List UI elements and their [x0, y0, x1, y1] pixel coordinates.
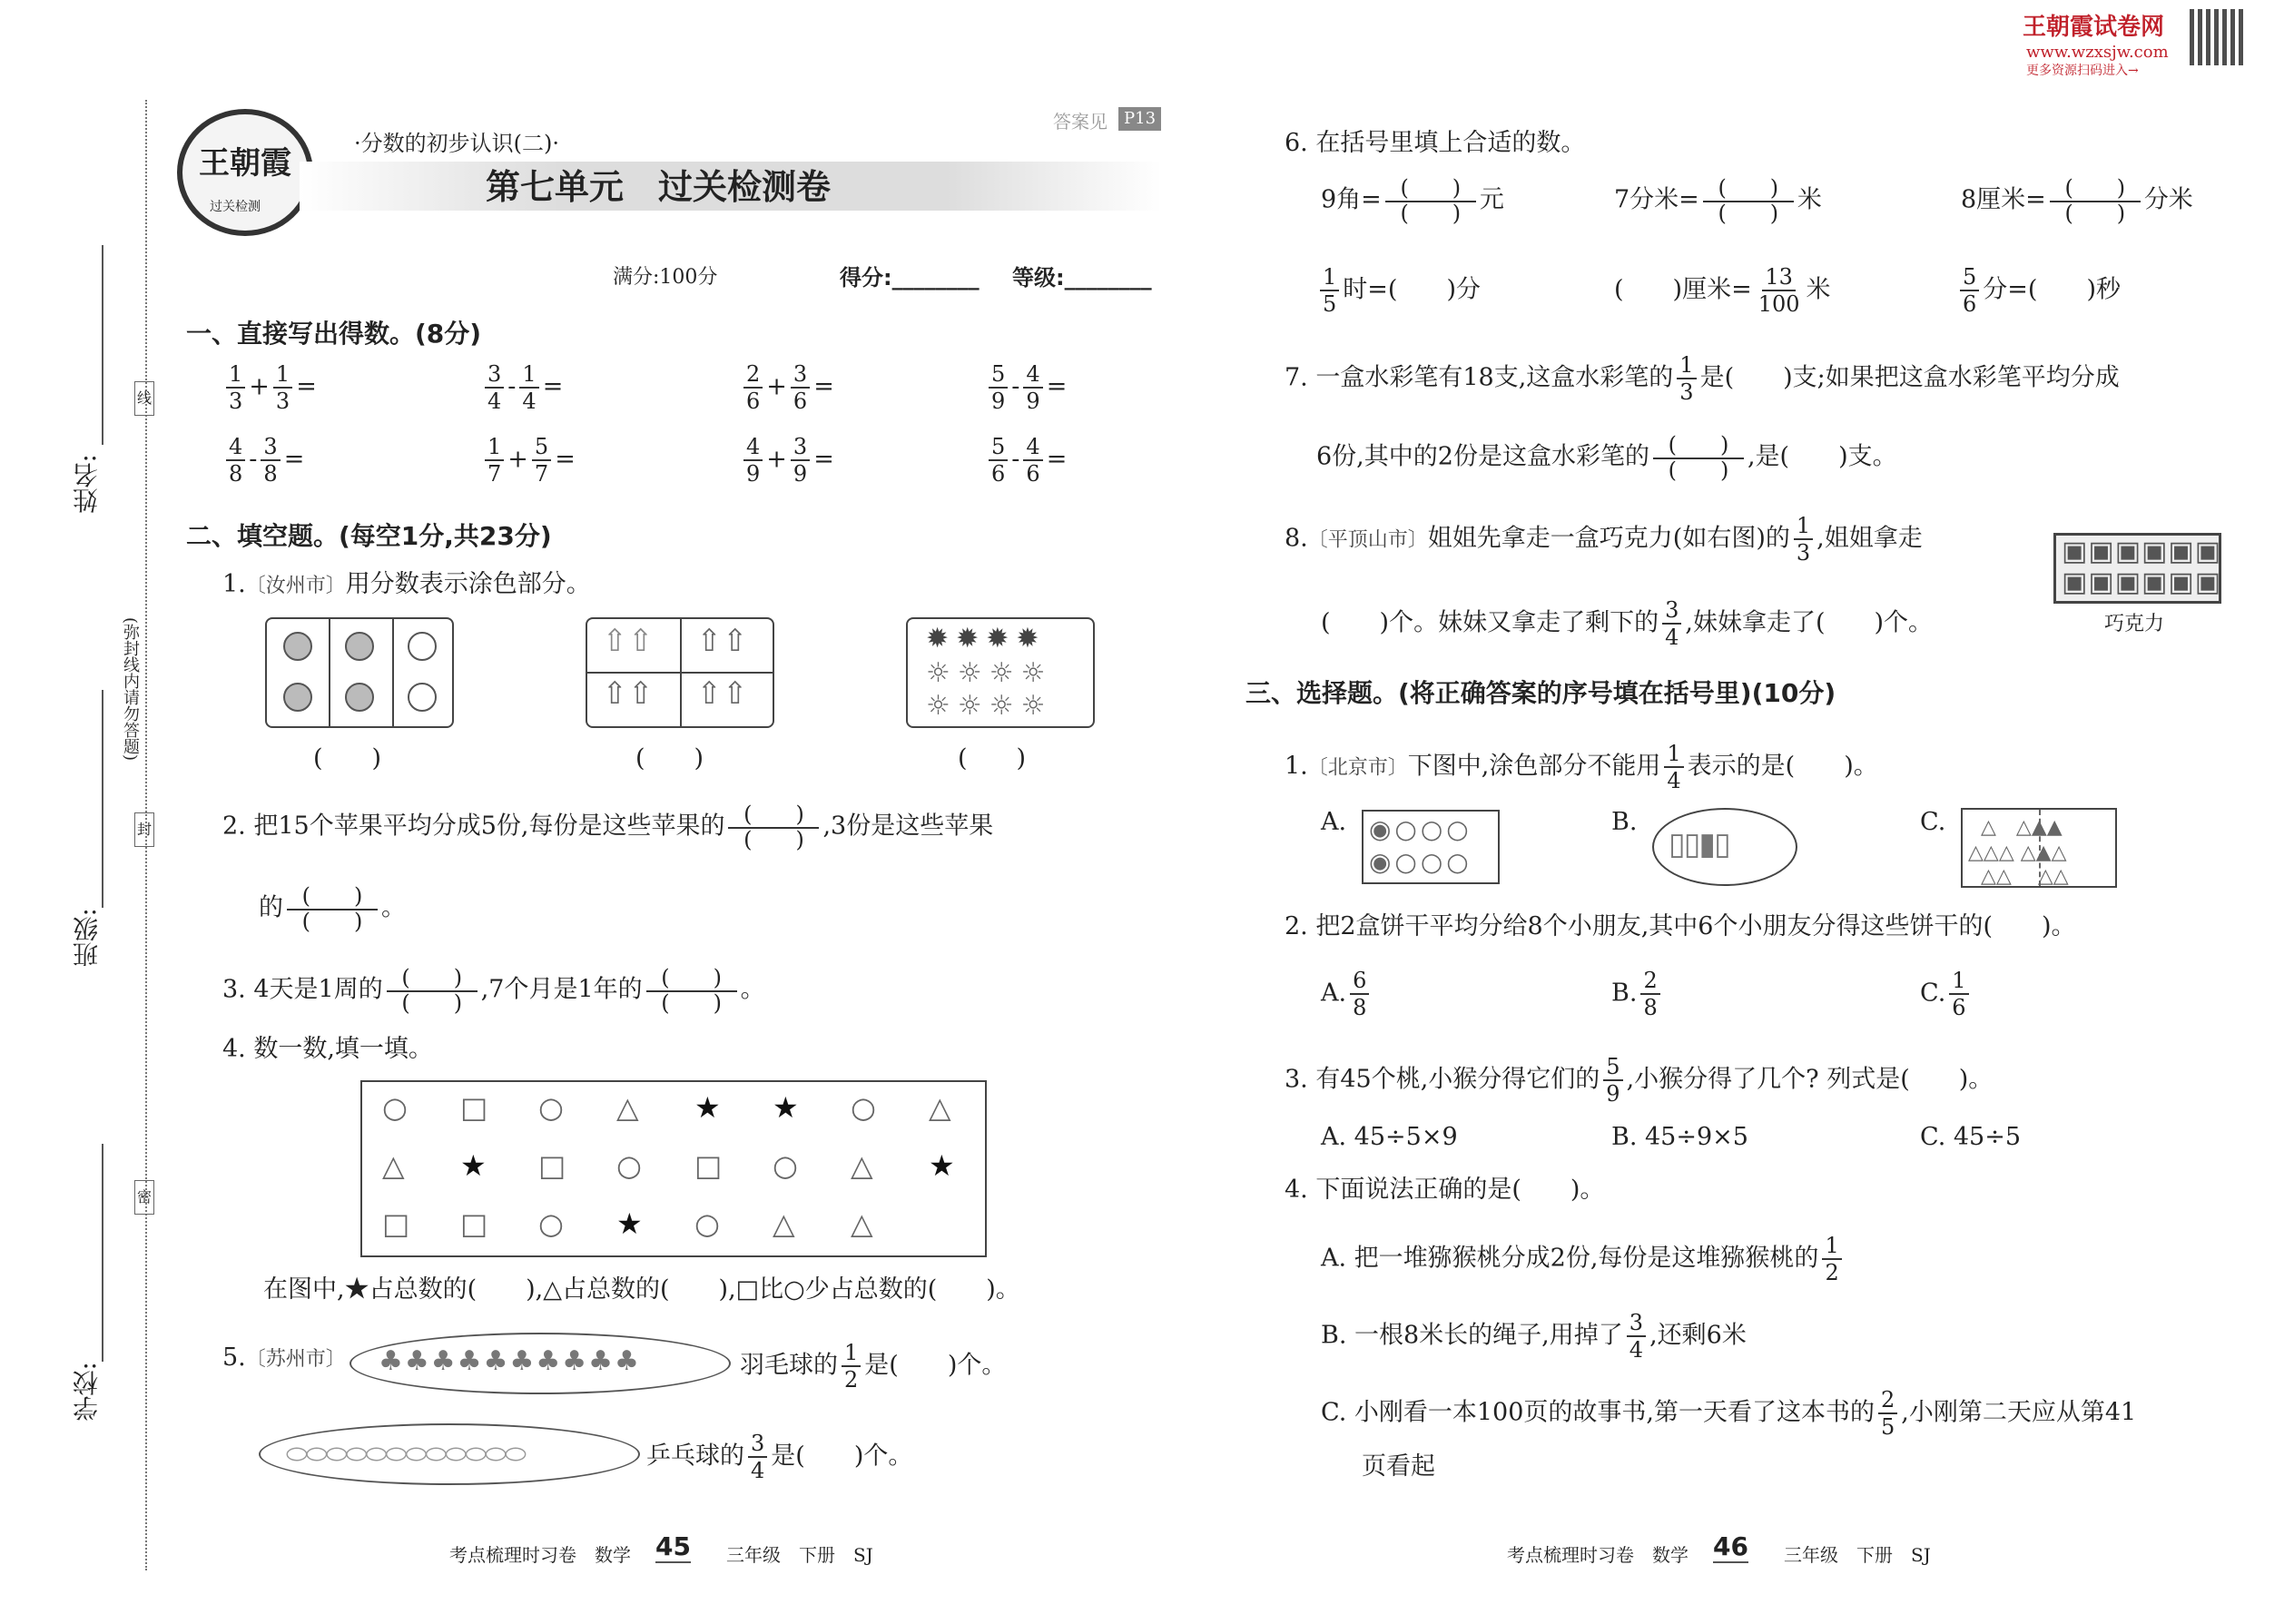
brand-name: 王朝霞试卷网 [2023, 14, 2165, 41]
shape-cell: ○ [851, 1090, 876, 1125]
shape-cell: ○ [382, 1090, 408, 1125]
q2-5-label: 5.〔苏州市〕 [222, 1343, 346, 1372]
q7-line-2[interactable]: 6份,其中的2份是这盒水彩笔的 ( ) ( ) ,是( )支。 [1316, 432, 1897, 483]
q6-title: 6. 在括号里填上合适的数。 [1285, 129, 1586, 157]
calc-item[interactable]: $\frac{5}{9}$ - $\frac{4}{9}$ = [985, 363, 1067, 412]
shape-cell: □ [538, 1148, 566, 1183]
seal-mark-2: 封 [134, 812, 154, 847]
shape-cell: ★ [929, 1148, 955, 1183]
brand-note: 更多资源扫码进入→ [2026, 64, 2139, 78]
calc-item[interactable]: $\frac{5}{6}$ - $\frac{4}{6}$ = [985, 436, 1067, 485]
q8-line-1[interactable]: 8.〔平顶山市〕姐姐先拿走一盒巧克力(如右图)的 $\frac{1}{3}$ ,姐姐拿走 [1285, 513, 1923, 566]
shuttlecock-ellipse: ♣♣♣♣♣♣♣♣♣♣ [350, 1333, 731, 1394]
shape-cell: △ [616, 1090, 639, 1125]
page-title: 第七单元 过关检测卷 [486, 167, 832, 207]
q2-2-text: 2. 把15个苹果平均分成5份,每份是这些苹果的 ( ) ( ) ,3份是这些苹果 [222, 802, 994, 852]
subtitle: ·分数的初步认识(二)· [354, 131, 559, 156]
full-score: 满分:100分 [613, 266, 718, 289]
calc-item[interactable]: $\frac{1}{7}$ + $\frac{5}{7}$ = [481, 436, 576, 485]
shape-cell: ○ [773, 1148, 798, 1183]
footer-right-text: 考点梳理时习卷 数学 [1507, 1544, 1689, 1566]
logo-name: 王朝霞 [199, 145, 291, 182]
s3-q4-option-c[interactable]: C. 小刚看一本100页的故事书,第一天看了这本书的 $\frac{2}{5}$ ,小刚第二天应从第41 [1321, 1387, 2137, 1440]
figure-circles [265, 617, 454, 728]
q8-line-2[interactable]: ( )个。妹妹又拿走了剩下的 $\frac{3}{4}$ ,妹妹拿走了( )个。 [1321, 597, 1934, 650]
shape-cell: □ [460, 1090, 488, 1125]
answer-ref: 答案见 [1053, 111, 1108, 133]
calc-item[interactable]: $\frac{4}{8}$ - $\frac{3}{8}$ = [222, 436, 304, 485]
qr-code-icon[interactable] [2190, 9, 2246, 65]
q2-1-text: 1.〔汝州市〕用分数表示涂色部分。 [222, 570, 591, 598]
s3-q4-option-b[interactable]: B. 一根8米长的绳子,用掉了 $\frac{3}{4}$ ,还剩6米 [1321, 1310, 1747, 1363]
q6-b[interactable]: 7分米= ( ) ( ) 米 [1614, 175, 1822, 226]
seal-mark-1: 线 [134, 381, 154, 416]
q6-f[interactable]: $\frac{5}{6}$ 分=( )秒 [1956, 266, 2121, 315]
shape-cell: □ [382, 1206, 410, 1241]
s3-q2-option[interactable]: C. $\frac{1}{6}$ [1920, 969, 1973, 1019]
shapes-box [360, 1080, 987, 1257]
seal-note: (弥封线内请勿答题) [121, 617, 140, 762]
s3-q3-option-a[interactable]: A. 45÷5×9 [1321, 1123, 1458, 1151]
shape-cell: ★ [694, 1090, 721, 1125]
option-b-figure[interactable]: ▯▯▮▯ [1652, 808, 1797, 886]
shape-cell: □ [460, 1206, 488, 1241]
q6-a[interactable]: 9角= ( ) ( ) 元 [1321, 175, 1504, 226]
s3-q4-option-c-cont: 页看起 [1362, 1452, 1435, 1481]
footer-left-grade: 三年级 下册 SJ [726, 1544, 873, 1566]
s3-q3-option-c[interactable]: C. 45÷5 [1920, 1123, 2022, 1151]
answer-page: P13 [1118, 107, 1161, 131]
shape-cell: ○ [616, 1148, 642, 1183]
s3-q4-text[interactable]: 4. 下面说法正确的是( )。 [1285, 1176, 1605, 1204]
school-label: 学校: [72, 1362, 102, 1422]
class-label: 班级: [72, 908, 102, 968]
s3-q1-text[interactable]: 1.〔北京市〕下图中,涂色部分不能用 $\frac{1}{4}$ 表示的是( )。 [1285, 741, 1878, 793]
s3-q4-option-a[interactable]: A. 把一堆猕猴桃分成2份,每份是这堆猕猴桃的 $\frac{1}{2}$ [1321, 1235, 1846, 1284]
shape-cell: ★ [460, 1148, 487, 1183]
s3-q2-option[interactable]: A. $\frac{6}{8}$ [1321, 969, 1373, 1019]
q2-5-b[interactable]: 乒乓球的 $\frac{3}{4}$ 是( )个。 [646, 1431, 913, 1483]
q6-e[interactable]: ( )厘米= $\frac{13}{100}$ 米 [1614, 264, 1831, 317]
shape-cell: △ [382, 1148, 405, 1183]
grade-field[interactable]: 等级:________ [1012, 265, 1152, 290]
calc-item[interactable]: $\frac{2}{6}$ + $\frac{3}{6}$ = [740, 363, 834, 412]
footer-right-grade: 三年级 下册 SJ [1784, 1544, 1931, 1566]
option-a-label: A. [1321, 808, 1347, 836]
q2-4-text: 4. 数一数,填一填。 [222, 1035, 433, 1063]
shape-cell: □ [694, 1148, 723, 1183]
s3-q2-option[interactable]: B. $\frac{2}{8}$ [1611, 969, 1664, 1019]
footer-left-text: 考点梳理时习卷 数学 [449, 1544, 631, 1566]
shape-cell: △ [851, 1148, 873, 1183]
shape-cell: ○ [694, 1206, 720, 1241]
brand-url: www.wzxsjw.com [2026, 43, 2169, 62]
shape-cell: △ [929, 1090, 951, 1125]
shape-cell: ○ [538, 1090, 564, 1125]
shape-cell: △ [851, 1206, 873, 1241]
name-label: 姓名: [72, 454, 102, 514]
s3-q3-option-b[interactable]: B. 45÷9×5 [1611, 1123, 1748, 1151]
pingpong-ellipse: ⬭⬭⬭⬭⬭⬭⬭⬭⬭⬭⬭⬭ [259, 1423, 640, 1485]
figure-arrows: ⇧⇧ ⇧⇧ ⇧⇧ ⇧⇧ [586, 617, 774, 728]
calc-item[interactable]: $\frac{1}{3}$ + $\frac{1}{3}$ = [222, 363, 317, 412]
s3-q3-text[interactable]: 3. 有45个桃,小猴分得它们的 $\frac{5}{9}$ ,小猴分得了几个? 列式是( )。 [1285, 1054, 1994, 1107]
q2-3-text: 3. 4天是1周的 ( ) ( ) ,7个月是1年的 ( ) ( ) 。 [222, 965, 765, 1016]
class-field[interactable] [102, 690, 103, 908]
logo-slogan: 过关检测 [210, 200, 261, 214]
s3-q2-text[interactable]: 2. 把2盒饼干平均分给8个小朋友,其中6个小朋友分得这些饼干的( )。 [1285, 912, 2076, 940]
q2-5-a[interactable]: 羽毛球的 $\frac{1}{2}$ 是( )个。 [740, 1340, 1007, 1393]
calc-item[interactable]: $\frac{4}{9}$ + $\frac{3}{9}$ = [740, 436, 834, 485]
option-a-figure[interactable]: ◉○○○ ◉○○○ [1362, 810, 1500, 884]
calc-item[interactable]: $\frac{3}{4}$ - $\frac{1}{4}$ = [481, 363, 563, 412]
section-1-title: 一、直接写出得数。(8分) [186, 319, 482, 349]
q7-line-1[interactable]: 7. 一盒水彩笔有18支,这盒水彩笔的 $\frac{1}{3}$ 是( )支;如果把这盒水彩笔平均分成 [1285, 352, 2120, 405]
figure-suns: ✹✹✹✹ ☼☼☼☼ ☼☼☼☼ [906, 617, 1095, 728]
score-field[interactable]: 得分:________ [840, 265, 980, 290]
section-2-title: 二、填空题。(每空1分,共23分) [186, 521, 552, 551]
q2-4-answer[interactable]: 在图中,★占总数的( ),△占总数的( ),□比○少占总数的( )。 [263, 1275, 1020, 1304]
q2-2-cont: 的 ( ) ( ) 。 [259, 883, 406, 934]
q6-d[interactable]: $\frac{1}{5}$ 时=( )分 [1316, 266, 1481, 315]
chocolate-box: ▣▣▣▣▣▣ ▣▣▣▣▣▣ [2053, 533, 2221, 604]
logo-badge [177, 109, 313, 236]
answer-paren-2[interactable]: ( ) [635, 744, 704, 773]
footer-right-page: 46 [1713, 1531, 1748, 1561]
q6-c[interactable]: 8厘米= ( ) ( ) 分米 [1961, 175, 2193, 226]
section-3-title: 三、选择题。(将正确答案的序号填在括号里)(10分) [1245, 678, 1836, 708]
answer-paren-3[interactable]: ( ) [958, 744, 1027, 773]
option-c-label: C. [1920, 808, 1946, 836]
name-field[interactable] [102, 245, 103, 445]
chocolate-caption: 巧克力 [2104, 613, 2165, 635]
shape-cell: ○ [538, 1206, 564, 1241]
option-c-figure[interactable]: △ △▲▲ △△△ △▲△ △△ △△ [1961, 808, 2117, 888]
footer-left-page: 45 [655, 1531, 691, 1561]
shape-cell: △ [773, 1206, 795, 1241]
seal-mark-3: 密 [134, 1180, 154, 1215]
option-b-label: B. [1611, 808, 1638, 836]
shape-cell: ★ [616, 1206, 643, 1241]
answer-paren-1[interactable]: ( ) [313, 744, 382, 773]
shape-cell: ★ [773, 1090, 799, 1125]
school-field[interactable] [102, 1144, 103, 1362]
